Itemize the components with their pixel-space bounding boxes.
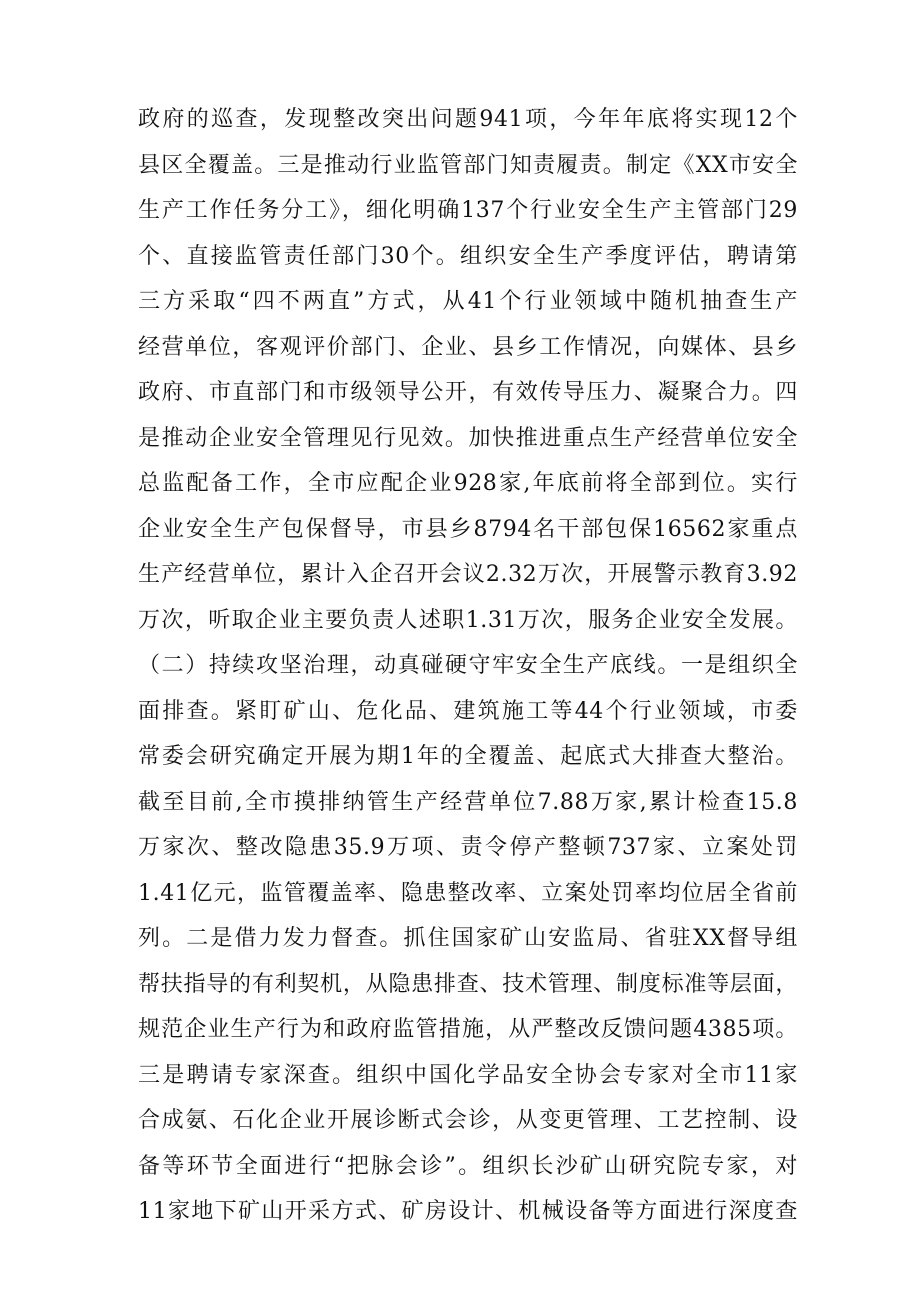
text-line: 1.41亿元，监管覆盖率、隐患整改率、立案处罚率均位居全省前 (138, 880, 798, 906)
text-line: 规范企业生产行为和政府监管措施，从严整改反馈问题4385项。 (138, 1017, 798, 1042)
text-line: 政府、市直部门和市级领导公开，有效传导压力、凝聚合力。四 (138, 380, 798, 405)
text-line: 列。二是借力发力督查。抓住国家矿山安监局、省驻XX督导组 (138, 926, 798, 951)
text-line: 常委会研究确定开展为期1年的全覆盖、起底式大排查大整治。 (138, 744, 798, 769)
text-line: 备等环节全面进行“把脉会诊”。组织长沙矿山研究院专家，对 (138, 1153, 798, 1179)
text-line: 个、直接监管责任部门30个。组织安全生产季度评估，聘请第 (138, 243, 798, 269)
text-line: 截至目前,全市摸排纳管生产经营单位7.88万家,累计检查15.8 (138, 789, 798, 815)
text-line: 总监配备工作，全市应配企业928家,年底前将全部到位。实行 (138, 471, 798, 496)
text-line: 生产工作任务分工》，细化明确137个行业安全生产主管部门29 (138, 198, 798, 223)
text-line: 帮扶指导的有利契机，从隐患排查、技术管理、制度标准等层面， (138, 971, 798, 997)
body-text (138, 97, 798, 1235)
text-line: 县区全覆盖。三是推动行业监管部门知责履责。制定《XX市安全 (138, 152, 798, 178)
text-line: 11家地下矿山开采方式、矿房设计、机械设备等方面进行深度查 (138, 1199, 798, 1224)
text-line: 企业安全生产包保督导，市县乡8794名干部包保16562家重点 (138, 516, 798, 542)
text-line: （二）持续攻坚治理，动真碰硬守牢安全生产底线。一是组织全 (138, 653, 798, 678)
text-line: 三方采取“四不两直”方式，从41个行业领域中随机抽查生产 (138, 289, 798, 314)
text-line: 三是聘请专家深查。组织中国化学品安全协会专家对全市11家 (138, 1062, 798, 1088)
text-line: 是推动企业安全管理见行见效。加快推进重点生产经营单位安全 (138, 425, 798, 451)
text-line: 政府的巡查，发现整改突出问题941项，今年年底将实现12个 (138, 107, 798, 132)
text-line: 合成氨、石化企业开展诊断式会诊，从变更管理、工艺控制、设 (138, 1108, 798, 1133)
text-line: 面排查。紧盯矿山、危化品、建筑施工等44个行业领域，市委 (138, 698, 798, 724)
text-line: 经营单位，客观评价部门、企业、县乡工作情况，向媒体、县乡 (138, 334, 798, 360)
text-line: 生产经营单位，累计入企召开会议2.32万次，开展警示教育3.92 (138, 562, 798, 587)
text-line: 万次，听取企业主要负责人述职1.31万次，服务企业安全发展。 (138, 607, 798, 633)
text-line: 万家次、整改隐患35.9万项、责令停产整顿737家、立案处罚 (138, 835, 798, 860)
